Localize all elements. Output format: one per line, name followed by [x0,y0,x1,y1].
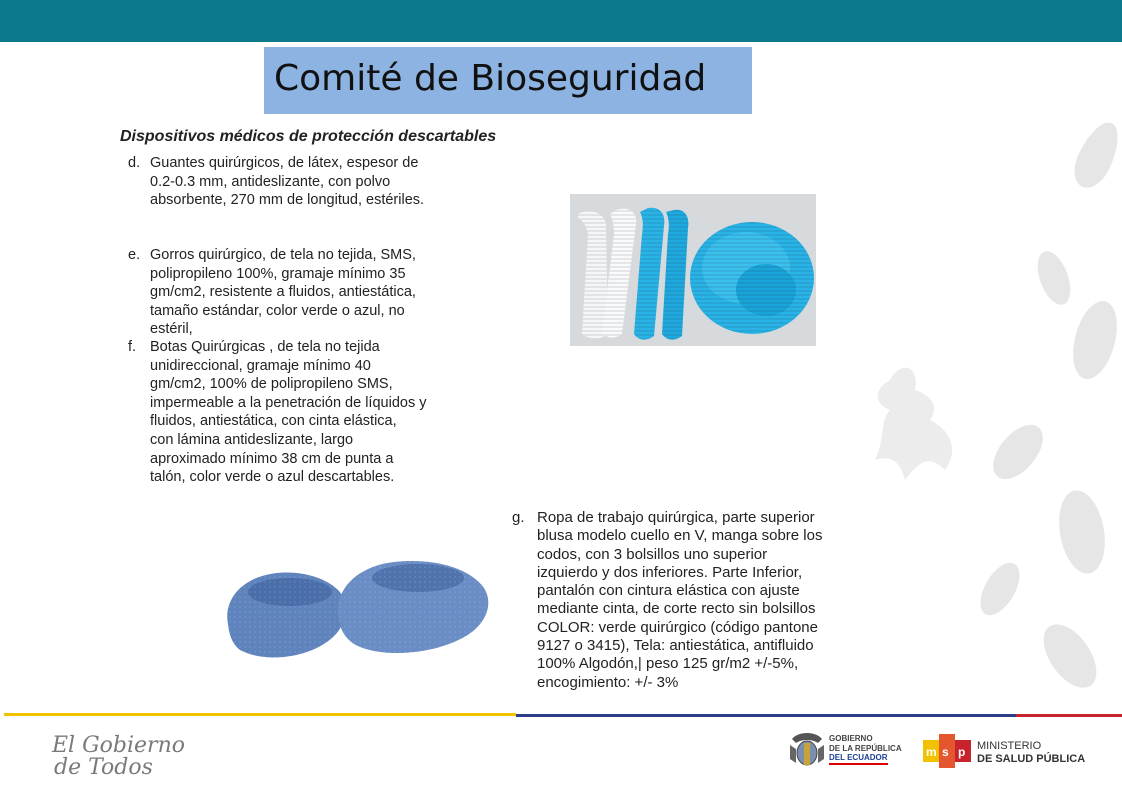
text-line: aproximado mínimo 38 cm de punta a [150,450,394,467]
text-line: 9127 o 3415), Tela: antiestática, antifluido [537,637,814,655]
slide-title-box [264,47,752,114]
text-line: codos, con 3 bolsillos uno superior [537,545,768,563]
surgical-caps-photo [570,194,816,346]
text-line: COLOR: verde quirúrgico (código pantone [537,618,818,636]
text-line: unidireccional, gramaje mínimo 40 [150,357,371,374]
list-item-caps [128,246,462,342]
gobierno-line: DEL ECUADOR [829,753,888,765]
decorative-leaf-shape [984,416,1053,488]
text-line: gm/cm2, resistente a fluidos, antiestática, [150,284,416,301]
slogan-line: de Todos [54,755,153,780]
list-marker: g. [512,509,525,526]
svg-text:m: m [926,745,937,759]
footer-divider-red [1016,714,1122,717]
msp-logo-text [977,740,1085,766]
text-line: gm/cm2, 100% de polipropileno SMS, [150,376,393,393]
gobierno-line: DE LA REPÚBLICA [829,743,902,753]
text-line: Guantes quirúrgicos, de látex, espesor de [150,155,419,171]
decorative-leaf-shape [1033,615,1107,697]
text-line: mediante cinta, de corte recto sin bolsillos [537,600,816,618]
text-line: 0.2-0.3 mm, antideslizante, con polvo [150,173,391,190]
text-line: talón, color verde o azul descartables. [150,469,395,486]
text-line: tamaño estándar, color verde o azul, no [150,302,405,319]
text-line: pantalón con cintura elástica con ajuste [537,582,800,600]
decorative-leaf-shape [1065,296,1122,384]
svg-text:s: s [942,745,949,759]
list-item-boots [128,338,462,490]
msp-line: MINISTERIO [977,740,1042,752]
text-line: Ropa de trabajo quirúrgica, parte superior [537,509,815,526]
list-marker: d. [128,155,141,171]
gobierno-line: GOBIERNO [829,734,873,743]
gobierno-slogan-logo [52,735,185,779]
slogan-line: El Gobierno [52,733,185,758]
svg-text:p: p [958,745,966,759]
text-line: absorbente, 270 mm de longitud, estériles. [150,192,425,209]
text-line: impermeable a la penetración de líquidos y [150,394,427,411]
text-line: estéril, [150,321,193,338]
text-line: izquierdo y dos inferiores. Parte Inferior, [537,563,803,581]
decorative-leaf-shape [1031,247,1076,309]
text-line: Botas Quirúrgicas , de tela no tejida [150,339,380,355]
text-line: blusa modelo cuello en V, manga sobre los [537,527,823,545]
page-title: Comité de Bioseguridad [274,58,707,99]
list-item-surgical-clothing [512,509,932,695]
list-marker: e. [128,247,141,263]
text-line: fluidos, antiestática, con cinta elástica, [150,413,397,430]
footer-divider-blue [516,714,1016,717]
text-line: Gorros quirúrgico, de tela no tejida, SMS, [150,247,416,263]
text-line: polipropileno 100%, gramaje mínimo 35 [150,265,406,282]
decorative-leaf-shape [1067,116,1122,194]
msp-logo-icon [923,732,971,770]
decorative-leaf-shape [1053,487,1111,577]
top-header-bar [0,0,1122,42]
ecuador-coat-of-arms-icon [788,729,826,769]
text-line: con lámina antideslizante, largo [150,431,354,448]
decorative-leaf-shape [973,556,1028,621]
section-heading: Dispositivos médicos de protección descartables [120,128,497,145]
list-item-gloves [128,154,462,214]
list-marker: f. [128,339,137,355]
gobierno-ecuador-logo-text [829,734,902,765]
shoe-covers-photo [218,540,494,672]
decorative-bird-icon [860,360,970,490]
text-line: 100% Algodón,| peso 125 gr/m2 +/-5%, [537,655,799,673]
footer-divider-yellow [4,713,516,716]
msp-line: DE SALUD PÚBLICA [977,753,1086,765]
text-line: encogimiento: +/- 3% [537,673,679,691]
